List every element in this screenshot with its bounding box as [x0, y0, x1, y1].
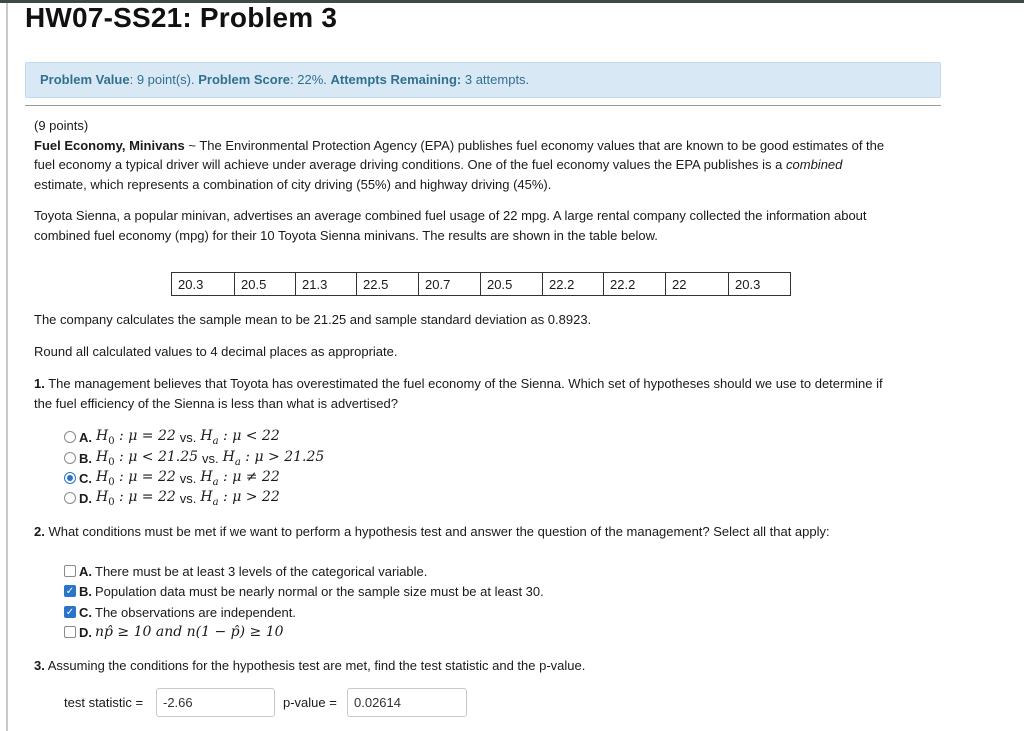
- problem-info-box: [25, 62, 941, 98]
- q2-checkbox-a[interactable]: [64, 565, 76, 577]
- problem-paragraph-2: Toyota Sienna, a popular minivan, advertises an average combined fuel usage of 22 mpg. A large rental company collected the information about combined fuel economy (mpg) for their 10 Toyota Sienna minivans. The results are shown in the table below.: [34, 208, 867, 243]
- q2-checkbox-d[interactable]: [64, 626, 76, 638]
- q1-option-c[interactable]: C. $H_0$ : μ = 22 vs. $H_a$ : μ ≠ 22: [64, 468, 280, 488]
- problem-value: : 9 point(s).: [129, 72, 195, 87]
- mpg-data-table: [171, 272, 791, 296]
- q2-option-a[interactable]: A. There must be at least 3 levels of the categorical variable.: [64, 561, 427, 581]
- p-value-input[interactable]: [347, 688, 467, 717]
- attempts-remaining: 3 attempts.: [464, 72, 530, 87]
- q1-option-a[interactable]: A. $H_0$ : μ = 22 vs. $H_a$ : μ < 22: [64, 427, 280, 447]
- q1-radio-c[interactable]: [64, 472, 76, 484]
- q1-radio-d[interactable]: [64, 492, 76, 504]
- page-title: HW07-SS21: Problem 3: [25, 2, 338, 33]
- p-value-label: p-value =: [283, 695, 337, 710]
- table-cell: 20.5: [481, 273, 543, 296]
- problem-heading: Fuel Economy, Minivans: [34, 137, 185, 153]
- question-1: 1. The management believes that Toyota has overestimated the fuel economy of the Sienna. Which set of hypotheses should we use to determine if the fuel efficiency of the Sienna is less than what is advertised?: [34, 376, 883, 411]
- problem-intro-line1: Fuel Economy, Minivans ~ The Environmental Protection Agency (EPA) publishes fuel economy values that are known to be good estimates of the: [34, 137, 885, 153]
- problem-score-label: Problem Score: [198, 72, 291, 87]
- table-cell: 20.3: [172, 273, 235, 296]
- problem-value-label: Problem Value: [40, 72, 130, 87]
- q1-option-d[interactable]: D. $H_0$ : μ = 22 vs. $H_a$ : μ > 22: [64, 488, 280, 508]
- problem-intro-line3: estimate, which represents a combination of city driving (55%) and highway driving (45%).: [34, 176, 552, 192]
- q1-option-b[interactable]: B. $H_0$ : μ < 21.25 vs. $H_a$ : μ > 21.25: [64, 448, 324, 468]
- question-3: 3. Assuming the conditions for the hypothesis test are met, find the test statistic and the p-value.: [34, 658, 586, 673]
- table-cell: 20.5: [235, 273, 296, 296]
- sample-stats-text: The company calculates the sample mean to be 21.25 and sample standard deviation as 0.8923.: [34, 312, 592, 327]
- left-border: [6, 3, 8, 731]
- problem-score: : 22%.: [290, 72, 327, 87]
- table-cell: 20.7: [419, 273, 481, 296]
- q1-radio-b[interactable]: [64, 452, 76, 464]
- q2-option-b[interactable]: ✓ B. Population data must be nearly normal or the sample size must be at least 30.: [65, 583, 544, 599]
- q3-number: 3.: [34, 658, 45, 673]
- q2-option-d[interactable]: D. np̂ ≥ 10 and n(1 − p̂) ≥ 10: [64, 622, 284, 642]
- table-cell: 22.2: [543, 273, 604, 296]
- table-cell: 22.2: [604, 273, 666, 296]
- problem-intro-line2: fuel economy a typical driver will achieve under average driving conditions. One of the fuel economy values the EPA publishes is a combined: [34, 157, 843, 172]
- attempts-remaining-label: Attempts Remaining:: [330, 72, 462, 87]
- q1-radio-a[interactable]: [64, 431, 76, 443]
- test-statistic-input[interactable]: [156, 688, 275, 717]
- table-cell: 20.3: [729, 273, 791, 296]
- q2-checkbox-b[interactable]: ✓: [65, 586, 75, 597]
- q2-option-c[interactable]: ✓ C. The observations are independent.: [65, 604, 296, 620]
- table-cell: 22: [666, 273, 729, 296]
- divider: [25, 105, 941, 106]
- q1-number: 1.: [34, 376, 45, 391]
- q2-checkbox-c[interactable]: ✓: [65, 607, 75, 618]
- q2-number: 2.: [34, 524, 45, 539]
- question-2: 2. What conditions must be met if we want to perform a hypothesis test and answer the question of the management? Select all that apply:: [34, 524, 830, 539]
- test-statistic-label: test statistic =: [64, 695, 144, 710]
- combined-emphasis: combined: [786, 157, 843, 172]
- table-cell: 22.5: [357, 273, 419, 296]
- problem-statement: [34, 116, 884, 194]
- problem-points: (9 points): [34, 118, 89, 133]
- table-row: [172, 273, 791, 296]
- rounding-instruction: Round all calculated values to 4 decimal places as appropriate.: [34, 344, 398, 359]
- table-cell: 21.3: [296, 273, 357, 296]
